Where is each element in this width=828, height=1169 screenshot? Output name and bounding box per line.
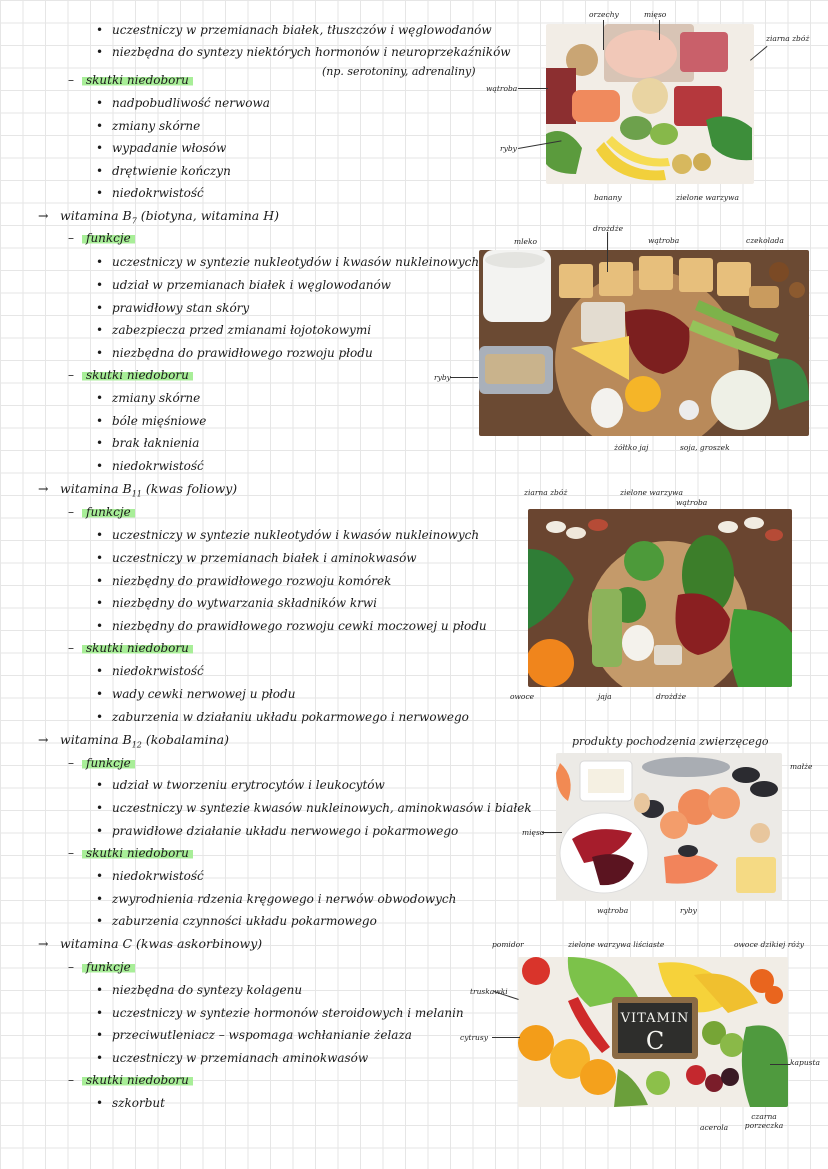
label-leader — [770, 1064, 790, 1065]
label-leader — [607, 232, 608, 272]
deficiency-heading: – skutki niedoboru — [82, 72, 193, 88]
vitamin-c-board-text: VITAMIN — [620, 1011, 690, 1026]
deficiency-item: • szkorbut — [112, 1095, 165, 1111]
function-item: • prawidłowy stan skóry — [112, 300, 249, 316]
vitamin-c-heading: → witamina C (kwas askorbinowy) — [60, 936, 262, 952]
photo-label: acerola — [700, 1123, 729, 1132]
photo-label: truskawki — [470, 987, 508, 996]
photo-label: owoce — [510, 692, 535, 701]
photo-title: produkty pochodzenia zwierzęcego — [572, 735, 769, 748]
photo-label: wątroba — [597, 906, 629, 915]
photo-label: wątroba — [648, 236, 680, 245]
photo-label: żółtko jaj — [614, 443, 649, 452]
label-leader — [659, 20, 660, 40]
function-item: • niezbędna do prawidłowego rozwoju płodu — [112, 345, 373, 361]
photo-label: mięso — [644, 10, 667, 19]
photo-label: soja, groszek — [680, 443, 730, 452]
photo-label: wątroba — [676, 498, 708, 507]
photo-label: pomidor — [492, 940, 524, 949]
functions-heading: – funkcje — [82, 755, 135, 771]
label-leader — [542, 832, 562, 833]
photo-label: wątroba — [486, 84, 518, 93]
function-item: • niezbędny do wytwarzania składników krwi — [112, 595, 377, 611]
food-photo-4 — [556, 753, 782, 901]
deficiency-heading: – skutki niedoboru — [82, 1072, 193, 1088]
food-photo-1-drawing — [546, 24, 754, 184]
photo-label: banany — [594, 193, 622, 202]
deficiency-heading: – skutki niedoboru — [82, 640, 193, 656]
function-item: • uczestniczy w syntezie hormonów steroidowych i melanin — [112, 1005, 464, 1021]
label-leader — [603, 20, 604, 50]
deficiency-item: • zaburzenia w działaniu układu pokarmowego i nerwowego — [112, 709, 469, 725]
label-leader — [518, 88, 548, 89]
photo-label: cytrusy — [460, 1033, 488, 1042]
photo-label: zielone warzywa — [620, 488, 683, 497]
deficiency-item: • brak łaknienia — [112, 435, 199, 451]
deficiency-item: • bóle mięśniowe — [112, 413, 206, 429]
photo-label: zielone warzywa liściaste — [568, 940, 665, 949]
vitamin-b12-heading: → witamina $B_{12}$ (kobalamina) — [60, 732, 229, 754]
food-photo-4-drawing — [556, 753, 782, 901]
deficiency-item: • niedokrwistość — [112, 868, 204, 884]
function-item: • uczestniczy w przemianach białek i aminokwasów — [112, 550, 417, 566]
photo-label: ziarna zbóż — [766, 34, 810, 43]
photo-label: kapusta — [790, 1058, 820, 1067]
photo-label: owoce dzikiej róży — [734, 940, 805, 949]
note-item-continuation: (np. serotoniny, adrenaliny) — [322, 65, 476, 78]
function-item: • niezbędna do syntezy kolagenu — [112, 982, 302, 998]
vitamin-b11-heading: → witamina $B_{11}$ (kwas foliowy) — [60, 481, 237, 503]
food-photo-2-drawing — [479, 250, 809, 436]
deficiency-item: • niedokrwistość — [112, 663, 204, 679]
vitamin-b7-heading: → witamina $B_7$ (biotyna, witamina H) — [60, 208, 279, 230]
function-item: • uczestniczy w syntezie kwasów nukleinowych, aminokwasów i białek — [112, 800, 532, 816]
deficiency-item: • niedokrwistość — [112, 185, 204, 201]
food-photo-5 — [518, 957, 788, 1107]
function-item: • zabezpiecza przed zmianami łojotokowymi — [112, 322, 371, 338]
food-photo-1 — [546, 24, 754, 184]
function-item: • uczestniczy w syntezie nukleotydów i kwasów nukleinowych — [112, 527, 479, 543]
photo-label: czarna porzeczka — [744, 1112, 784, 1130]
note-item: • niezbędna do syntezy niektórych hormonów i neuroprzekaźników — [112, 44, 511, 60]
photo-label: drożdże — [656, 692, 687, 701]
functions-heading: – funkcje — [82, 230, 135, 246]
food-photo-3-drawing — [528, 509, 792, 687]
function-item: • prawidłowe działanie układu nerwowego i pokarmowego — [112, 823, 458, 839]
photo-label: czekolada — [746, 236, 784, 245]
food-photo-3 — [528, 509, 792, 687]
photo-label: małże — [790, 762, 813, 771]
function-item: • uczestniczy w syntezie nukleotydów i kwasów nukleinowych — [112, 254, 479, 270]
deficiency-item: • wady cewki nerwowej u płodu — [112, 686, 295, 702]
deficiency-item: • wypadanie włosów — [112, 140, 226, 156]
note-item: • uczestniczy w przemianach białek, tłuszczów i węglowodanów — [112, 22, 492, 38]
deficiency-item: • niedokrwistość — [112, 458, 204, 474]
deficiency-item: • nadpobudliwość nerwowa — [112, 95, 270, 111]
label-leader — [492, 1037, 520, 1038]
function-item: • niezbędny do prawidłowego rozwoju cewki moczowej u płodu — [112, 618, 487, 634]
function-item: • przeciwutleniacz – wspomaga wchłanianie żelaza — [112, 1027, 412, 1043]
photo-label: ryby — [500, 144, 517, 153]
functions-heading: – funkcje — [82, 504, 135, 520]
deficiency-item: • zmiany skórne — [112, 118, 200, 134]
photo-label: mleko — [514, 237, 538, 246]
label-leader — [450, 377, 478, 378]
deficiency-heading: – skutki niedoboru — [82, 367, 193, 383]
photo-label: drożdże — [593, 224, 624, 233]
vitamin-c-board-letter: C — [645, 1027, 665, 1055]
photo-label: ryby — [680, 906, 697, 915]
functions-heading: – funkcje — [82, 959, 135, 975]
food-photo-2 — [479, 250, 809, 436]
function-item: • udział w tworzeniu erytrocytów i leukocytów — [112, 777, 385, 793]
photo-label: ryby — [434, 373, 451, 382]
deficiency-item: • zmiany skórne — [112, 390, 200, 406]
photo-label: ziarna zbóż — [524, 488, 568, 497]
photo-label: jaja — [598, 692, 612, 701]
photo-label: zielone warzywa — [676, 193, 739, 202]
function-item: • udział w przemianach białek i węglowodanów — [112, 277, 391, 293]
photo-label: mięso — [522, 828, 545, 837]
function-item: • niezbędny do prawidłowego rozwoju komórek — [112, 573, 391, 589]
photo-label: orzechy — [589, 10, 619, 19]
deficiency-heading: – skutki niedoboru — [82, 845, 193, 861]
function-item: • uczestniczy w przemianach aminokwasów — [112, 1050, 368, 1066]
deficiency-item: • zaburzenia czynności układu pokarmowego — [112, 913, 377, 929]
deficiency-item: • drętwienie kończyn — [112, 163, 231, 179]
deficiency-item: • zwyrodnienia rdzenia kręgowego i nerwów obwodowych — [112, 891, 456, 907]
